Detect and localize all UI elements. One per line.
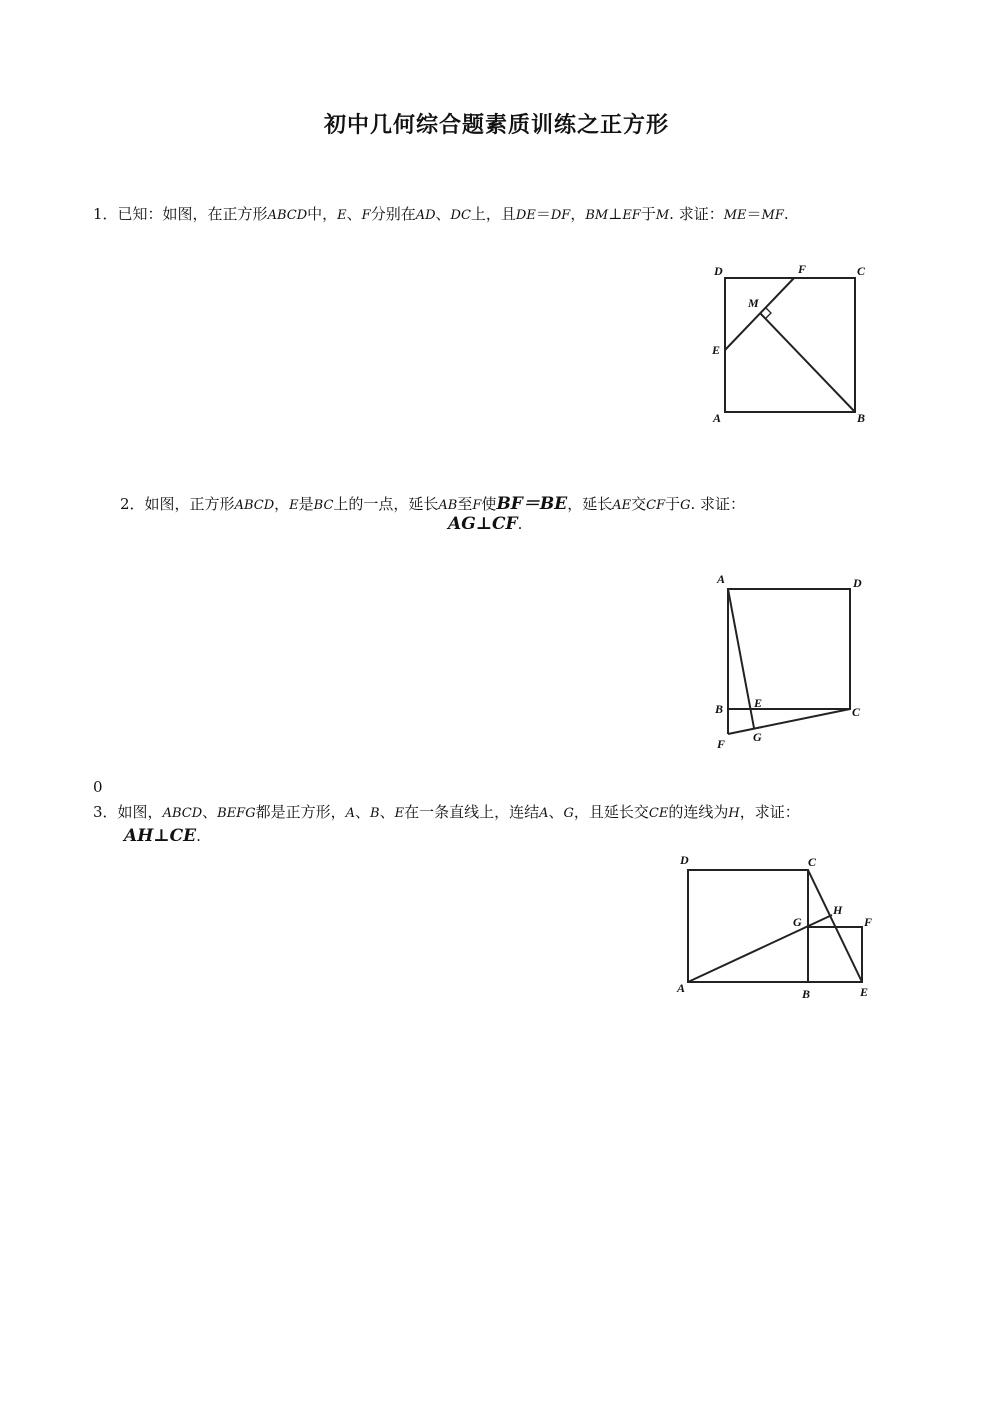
- label-a: A: [717, 572, 726, 586]
- text: 中，: [307, 205, 338, 223]
- text: ，求证：: [739, 803, 800, 821]
- text: 已知：如图，在正方形: [117, 205, 268, 223]
- math: CF: [646, 498, 666, 513]
- math: CE: [648, 806, 669, 821]
- math: E: [289, 498, 299, 513]
- label-a: A: [677, 981, 686, 995]
- label-m: M: [748, 296, 759, 310]
- label-e: E: [712, 343, 721, 357]
- math: B: [370, 806, 380, 821]
- text: .: [517, 515, 523, 533]
- label-f: F: [798, 262, 807, 276]
- math: BM: [585, 208, 609, 223]
- text: 于: [665, 495, 681, 513]
- text: 都是正方形，: [255, 803, 346, 821]
- text: 于: [640, 205, 656, 223]
- segment-ah: [688, 915, 832, 982]
- square-befg: [808, 927, 862, 982]
- math: AD: [415, 208, 436, 223]
- math: A: [345, 806, 355, 821]
- math: G: [680, 498, 691, 513]
- text: 使: [481, 495, 497, 513]
- math: ME: [723, 208, 747, 223]
- text: ，延长: [567, 495, 613, 513]
- label-c: C: [852, 705, 861, 719]
- math: ABCD: [162, 806, 203, 821]
- label-d: D: [853, 576, 862, 590]
- text: ＝: [535, 205, 551, 223]
- text: 交: [631, 495, 647, 513]
- square-abcd: [688, 870, 808, 982]
- math: ABCD: [267, 208, 308, 223]
- math: A: [539, 806, 549, 821]
- text: 上，且: [470, 205, 516, 223]
- math: BC: [313, 498, 334, 513]
- math: F: [472, 498, 482, 513]
- label-c: C: [808, 855, 817, 869]
- math: AG⊥CF: [448, 514, 518, 534]
- math: M: [655, 208, 670, 223]
- label-b: B: [715, 702, 724, 716]
- text: 、: [548, 803, 564, 821]
- math: ABCD: [234, 498, 275, 513]
- text: .: [783, 205, 789, 223]
- text: 在一条直线上，连结: [404, 803, 540, 821]
- math: DF: [550, 208, 571, 223]
- label-d: D: [680, 853, 689, 867]
- math: DE: [515, 208, 536, 223]
- math: DC: [450, 208, 471, 223]
- label-a: A: [713, 411, 722, 425]
- label-c: C: [857, 264, 866, 278]
- text: ，: [570, 205, 586, 223]
- text: 的连线为: [668, 803, 729, 821]
- text: ，且延长交: [573, 803, 649, 821]
- text: 如图，正方形: [144, 495, 235, 513]
- label-e: E: [860, 985, 869, 999]
- text: . 求证：: [669, 205, 724, 223]
- text: ⊥: [608, 205, 623, 223]
- math: E: [337, 208, 347, 223]
- label-f: F: [864, 915, 873, 929]
- math: AE: [612, 498, 632, 513]
- math: E: [394, 806, 405, 821]
- math: BEFG: [217, 806, 256, 821]
- math: EF: [622, 208, 641, 223]
- text: 、: [202, 803, 218, 821]
- text: 、: [355, 803, 371, 821]
- problem-number: 1．: [93, 205, 118, 223]
- text: 至: [457, 495, 473, 513]
- label-e: E: [754, 696, 763, 710]
- text: ＝: [746, 205, 762, 223]
- page-title: 初中几何综合题素质训练之正方形: [323, 112, 669, 138]
- label-g: G: [793, 915, 802, 929]
- text: 上的一点，延长: [333, 495, 439, 513]
- math: AB: [438, 498, 458, 513]
- problem-number: 2．: [120, 495, 145, 513]
- text: 分别在: [370, 205, 416, 223]
- math: H: [728, 806, 740, 821]
- math: MF: [761, 208, 784, 223]
- problem-number: 3．: [93, 803, 118, 821]
- text: . 求证：: [690, 495, 746, 513]
- stray-zero: 0: [93, 778, 103, 796]
- text: .: [196, 827, 201, 845]
- label-f: F: [717, 737, 726, 751]
- text: 、: [379, 803, 395, 821]
- text: 如图，: [117, 803, 163, 821]
- label-b: B: [857, 411, 866, 425]
- text: 、: [435, 205, 451, 223]
- math: F: [361, 208, 371, 223]
- label-b: B: [802, 987, 811, 1001]
- label-g: G: [753, 730, 762, 744]
- label-d: D: [714, 264, 723, 278]
- math: AH⊥CE: [124, 826, 197, 846]
- label-h: H: [833, 903, 843, 917]
- text: 是: [298, 495, 314, 513]
- text: ，: [274, 495, 290, 513]
- text: 、: [346, 205, 362, 223]
- math: BF＝BE: [496, 494, 568, 514]
- math: G: [563, 806, 574, 821]
